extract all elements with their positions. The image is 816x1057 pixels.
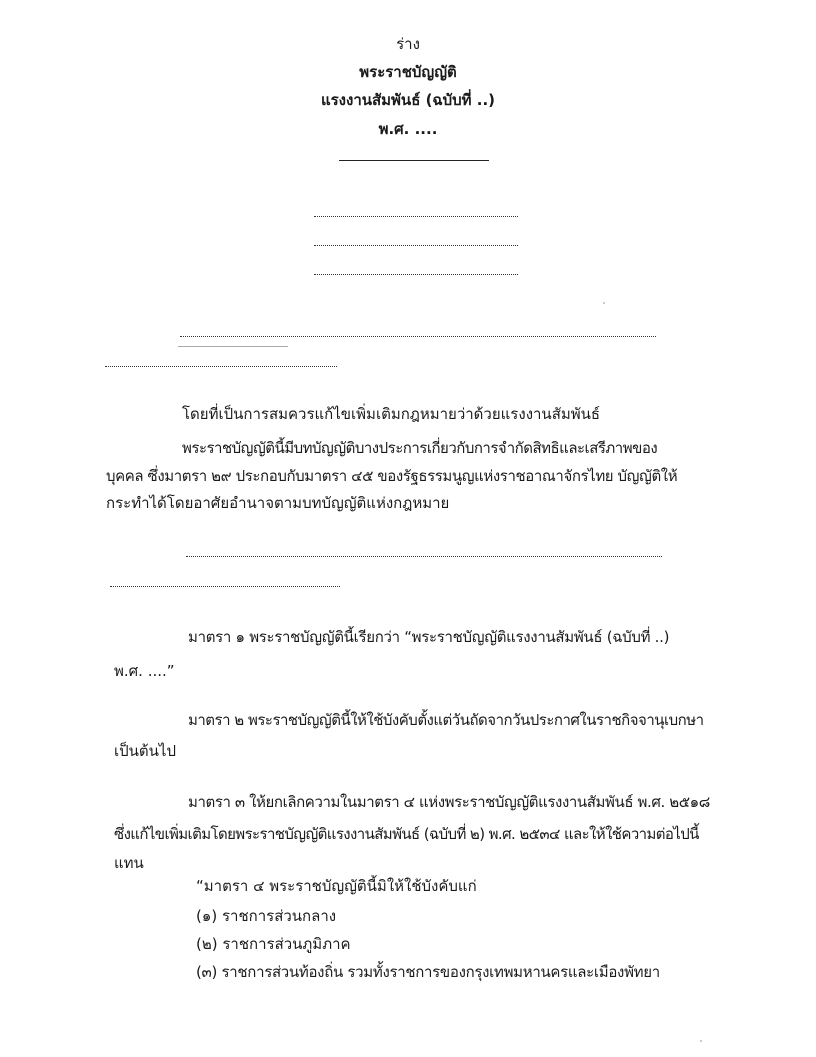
section-1-line-1: มาตรา ๑ พระราชบัญญัตินี้เรียกว่า “พระราชบัญญัติแรงงานสัมพันธ์ (ฉบับที่ ..) — [188, 628, 670, 646]
amended-section-intro: “มาตรา ๔ พระราชบัญญัตินี้มิให้ใช้บังคับแก่ — [196, 877, 477, 895]
section-2-line-1: มาตรา ๒ พระราชบัญญัตินี้ให้ใช้บังคับตั้งแต่วันถัดจากวันประกาศในราชกิจจานุเบกษา — [188, 711, 704, 729]
draft-label: ร่าง — [396, 35, 420, 53]
placeholder-line — [110, 586, 340, 587]
section-1-line-2: พ.ศ. ....” — [114, 662, 175, 680]
placeholder-line — [314, 274, 518, 275]
scan-speck — [700, 1040, 702, 1042]
scan-mark — [178, 346, 288, 347]
placeholder-line — [105, 366, 337, 367]
act-label: พระราชบัญญัติ — [359, 63, 457, 81]
scan-speck — [603, 302, 605, 304]
section-3-line-1: มาตรา ๓ ให้ยกเลิกความในมาตรา ๔ แห่งพระราชบัญญัติแรงงานสัมพันธ์ พ.ศ. ๒๕๑๘ — [188, 793, 710, 811]
header-underline — [339, 160, 489, 161]
act-title: แรงงานสัมพันธ์ (ฉบับที่ ..) — [320, 91, 496, 109]
exemption-item: (๑) ราชการส่วนกลาง — [196, 907, 337, 925]
preamble-restriction-line-3: กระทำได้โดยอาศัยอำนาจตามบทบัญญัติแห่งกฎหมาย — [106, 494, 450, 512]
section-3-line-2: ซึ่งแก้ไขเพิ่มเติมโดยพระราชบัญญัติแรงงานสัมพันธ์ (ฉบับที่ ๒) พ.ศ. ๒๕๓๔ และให้ใช้ความต่อไปนี้ — [114, 825, 699, 843]
preamble-restriction-line-2: บุคคล ซึ่งมาตรา ๒๙ ประกอบกับมาตรา ๔๕ ของรัฐธรรมนูญแห่งราชอาณาจักรไทย บัญญัติให้ — [106, 467, 678, 485]
section-2-line-2: เป็นต้นไป — [114, 742, 176, 760]
placeholder-line — [186, 556, 662, 557]
exemption-item: (๒) ราชการส่วนภูมิภาค — [196, 935, 351, 953]
preamble-restriction-line-1: พระราชบัญญัตินี้มีบทบัญญัติบางประการเกี่ยวกับการจำกัดสิทธิและเสรีภาพของ — [182, 439, 658, 457]
placeholder-line — [314, 245, 518, 246]
placeholder-line — [314, 216, 518, 217]
exemption-item: (๓) ราชการส่วนท้องถิ่น รวมทั้งราชการของกรุงเทพมหานครและเมืองพัทยา — [196, 963, 660, 981]
preamble-reason: โดยที่เป็นการสมควรแก้ไขเพิ่มเติมกฎหมายว่าด้วยแรงงานสัมพันธ์ — [182, 405, 601, 423]
placeholder-line — [180, 336, 656, 337]
act-year: พ.ศ. .... — [378, 120, 438, 138]
section-3-line-3: แทน — [114, 854, 144, 872]
